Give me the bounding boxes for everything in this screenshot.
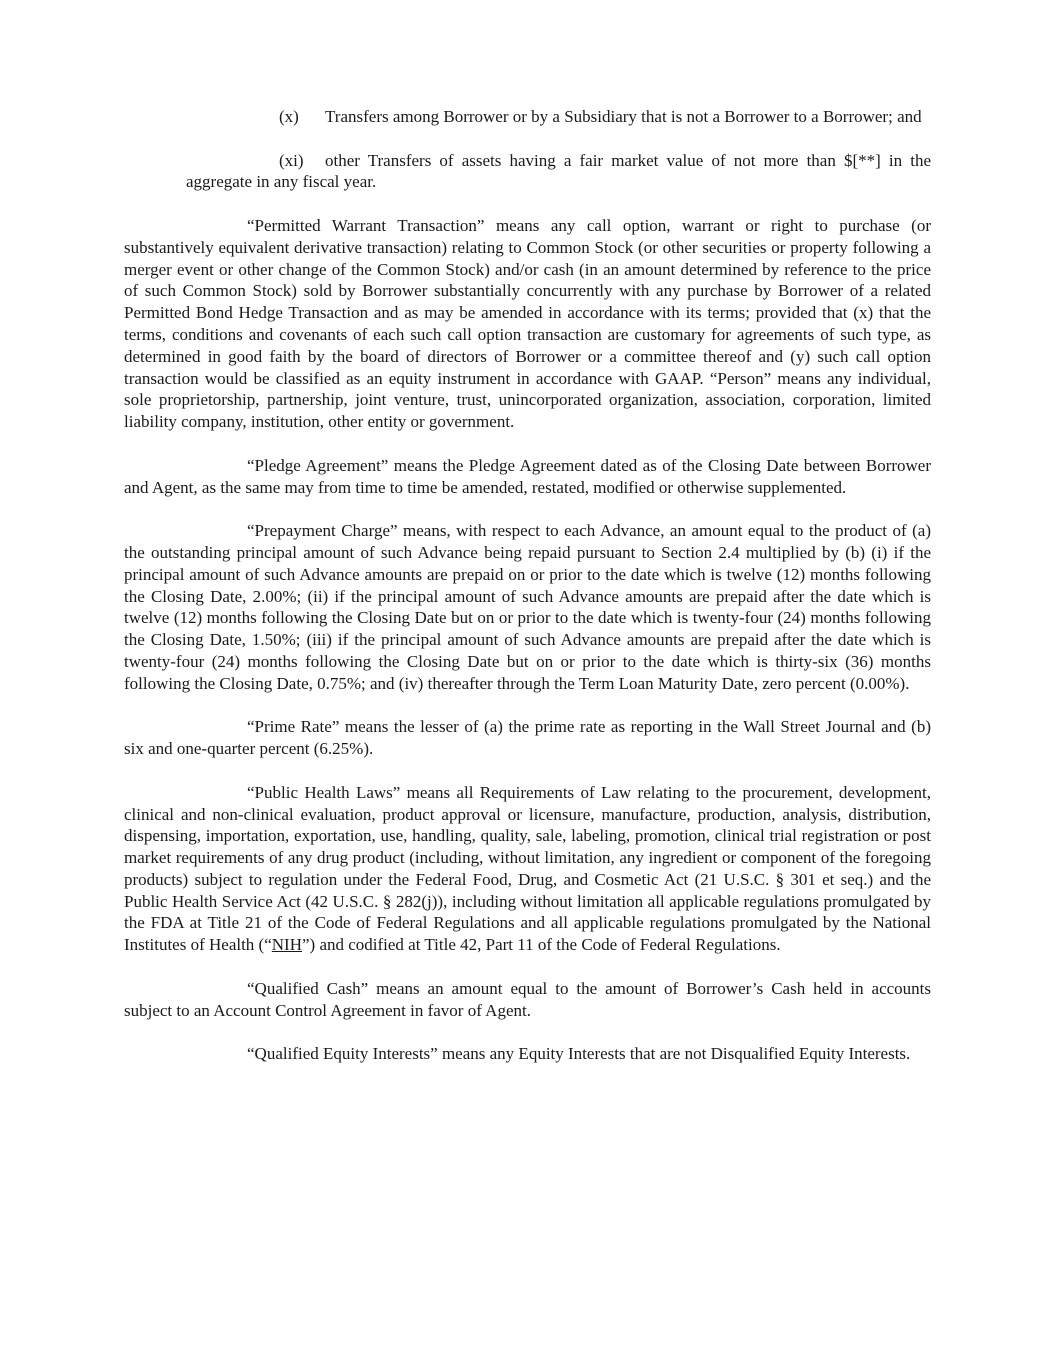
nih-abbreviation: NIH: [271, 935, 302, 955]
definition-public-health-laws: [124, 782, 931, 956]
clause-xi: [186, 150, 931, 194]
clause-number: (x): [279, 107, 299, 126]
clause-text: Transfers among Borrower or by a Subsidiary that is not a Borrower to a Borrower; and: [325, 107, 922, 126]
definition-text: “Public Health Laws” means all Requirements of Law relating to the procurement, development, clinical and non-clinical evaluation, product approval or licensure, manufacture, production, analysis, distribution, dispensing, importation, exportation, use, handling, quality, sale, labeling, promotion, clinical trial registration or post market requirements of any drug product (including, without limitation, any ingredient or component of the foregoing products) subject to regulation under the Federal Food, Drug, and Cosmetic Act (21 U.S.C. § 301 et seq.) and the Public Health Service Act (42 U.S.C. § 282(j)), including without limitation all applicable regulations promulgated by the FDA at Title 21 of the Code of Federal Regulations and all applicable regulations promulgated by the National Institutes of Health (“: [124, 782, 931, 955]
definition-qualified-cash: “Qualified Cash” means an amount equal to the amount of Borrower’s Cash held in accounts subject to an Account Control Agreement in favor of Agent.: [124, 978, 931, 1020]
definition-text-end: ”) and codified at Title 42, Part 11 of the Code of Federal Regulations.: [301, 935, 781, 955]
definition-qualified-equity-interests: “Qualified Equity Interests” means any Equity Interests that are not Disqualified Equity Interests.: [247, 1044, 911, 1064]
definition-prepayment-charge: “Prepayment Charge” means, with respect to each Advance, an amount equal to the product of (a) the outstanding principal amount of such Advance being repaid pursuant to Section 2.4 multiplied by (b) (i) if the principal amount of such Advance amounts are prepaid on or prior to the date which is twelve (12) months following the Closing Date, 2.00%; (ii) if the principal amount of such Advance amounts are prepaid after the date which is twelve (12) months following the Closing Date but on or prior to the date which is twenty-four (24) months following the Closing Date, 1.50%; (iii) if the principal amount of such Advance amounts are prepaid after the date which is twenty-four (24) months following the Closing Date but on or prior to the date which is thirty-six (36) months following the Closing Date, 0.75%; and (iv) thereafter through the Term Loan Maturity Date, zero percent (0.00%).: [124, 521, 931, 693]
clause-x: [186, 106, 931, 128]
definition-permitted-warrant-transaction: “Permitted Warrant Transaction” means any call option, warrant or right to purchase (or substantively equivalent derivative transaction) relating to Common Stock (or other securities or property following a merger event or other change of the Common Stock) and/or cash (in an amount determined by reference to the price of such Common Stock) sold by Borrower substantially concurrently with any purchase by Borrower of a related Permitted Bond Hedge Transaction and as may be amended in accordance with its terms; provided that (x) that the terms, conditions and covenants of each such call option transaction are customary for agreements of such type, as determined in good faith by the board of directors of Borrower or a committee thereof and (y) such call option transaction would be classified as an equity instrument in accordance with GAAP. “Person” means any individual, sole proprietorship, partnership, joint venture, trust, unincorporated organization, association, corporation, limited liability company, institution, other entity or government.: [124, 215, 931, 432]
definition-pledge-agreement: “Pledge Agreement” means the Pledge Agreement dated as of the Closing Date between Borrower and Agent, as the same may from time to time be amended, restated, modified or otherwise supplemented.: [124, 455, 931, 497]
clause-number: (xi): [279, 150, 304, 170]
document-page: [124, 106, 931, 1087]
clause-text: other Transfers of assets having a fair market value of not more than $[**] in the aggregate in any fiscal year.: [186, 150, 931, 192]
definition-prime-rate: “Prime Rate” means the lesser of (a) the prime rate as reporting in the Wall Street Journal and (b) six and one-quarter percent (6.25%).: [124, 717, 931, 759]
